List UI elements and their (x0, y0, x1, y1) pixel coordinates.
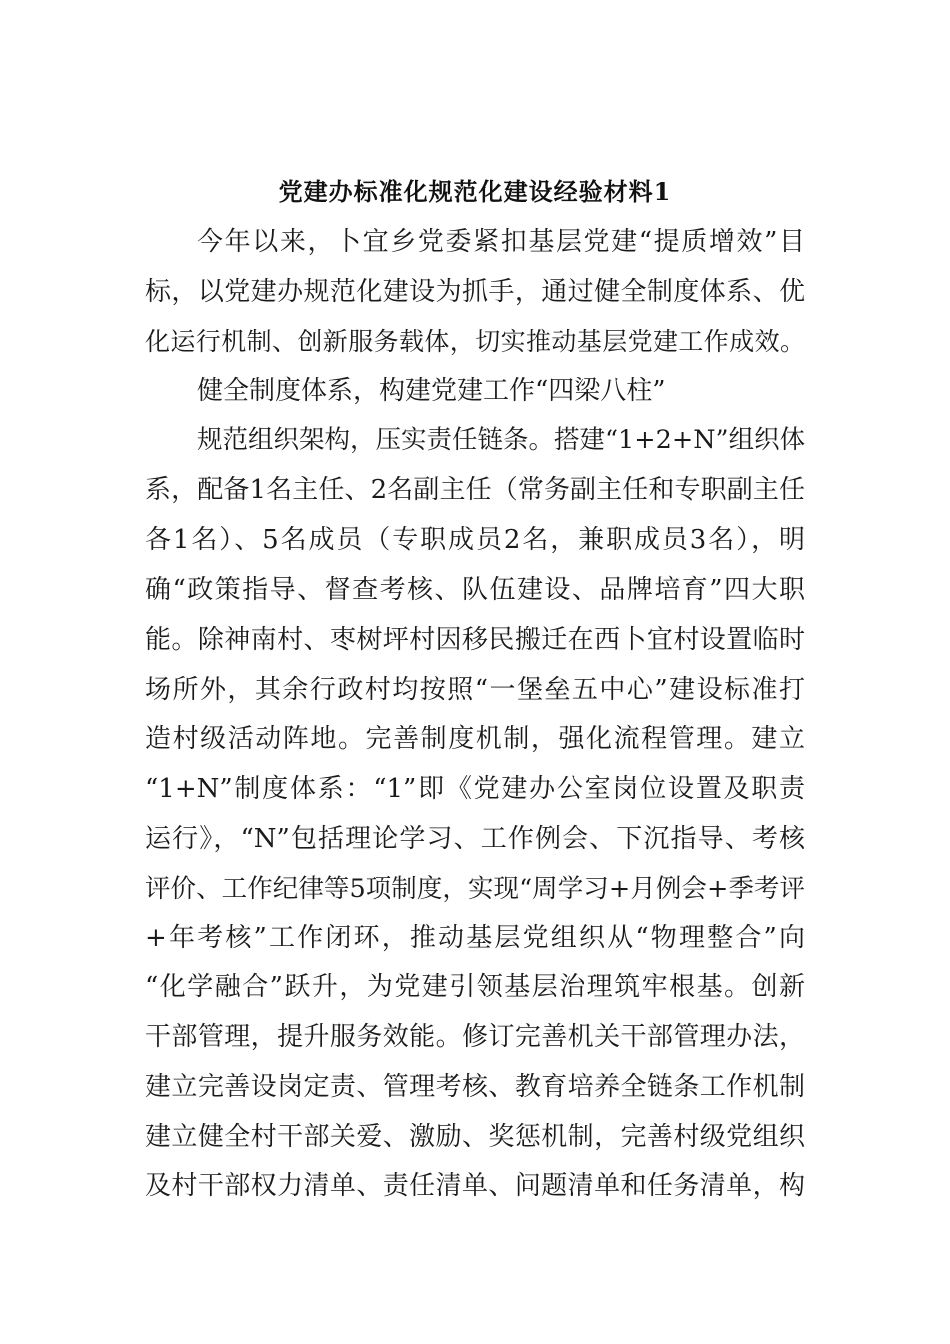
paragraph-line: 建立完善设岗定责、管理考核、教育培养全链条工作机制 (145, 1072, 805, 1102)
paragraph-line: 能。除神南村、枣树坪村因移民搬迁在西卜宜村设置临时 (145, 625, 805, 655)
paragraph-line: “1+N”制度体系：“1”即《党建办公室岗位设置及职责 (145, 774, 805, 804)
paragraph-line: 场所外，其余行政村均按照“一堡垒五中心”建设标准打 (145, 675, 805, 705)
paragraph-line: 规范组织架构，压实责任链条。搭建“1+2+N”组织体 (197, 425, 806, 455)
paragraph-line: 造村级活动阵地。完善制度机制，强化流程管理。建立 (145, 724, 805, 754)
paragraph-line: 化运行机制、创新服务载体，切实推动基层党建工作成效。 (145, 327, 805, 356)
paragraph-line: 确“政策指导、督查考核、队伍建设、品牌培育”四大职 (145, 575, 805, 605)
paragraph-line: 各1名）、5名成员（专职成员2名，兼职成员3名），明 (145, 525, 805, 555)
paragraph-line: 干部管理，提升服务效能。修订完善机关干部管理办法， (145, 1022, 805, 1052)
paragraph-line: 评价、工作纪律等5项制度，实现“周学习+月例会+季考评 (145, 874, 805, 904)
paragraph-line: +年考核”工作闭环，推动基层党组织从“物理整合”向 (145, 923, 805, 953)
paragraph-line: 标，以党建办规范化建设为抓手，通过健全制度体系、优 (145, 277, 805, 307)
paragraph-line: 今年以来，卜宜乡党委紧扣基层党建“提质增效”目 (197, 227, 805, 257)
section-heading: 健全制度体系，构建党建工作“四梁八柱” (197, 376, 666, 406)
paragraph-line: 系，配备1名主任、2名副主任（常务副主任和专职副主任 (145, 475, 805, 505)
paragraph-line: “化学融合”跃升，为党建引领基层治理筑牢根基。创新 (145, 972, 805, 1002)
paragraph-line: 运行》，“N”包括理论学习、工作例会、下沉指导、考核 (145, 824, 805, 854)
paragraph-line: 及村干部权力清单、责任清单、问题清单和任务清单，构 (145, 1171, 805, 1201)
document-title: 党建办标准化规范化建设经验材料1 (278, 177, 672, 206)
paragraph-line: 建立健全村干部关爱、激励、奖惩机制，完善村级党组织 (145, 1122, 805, 1152)
